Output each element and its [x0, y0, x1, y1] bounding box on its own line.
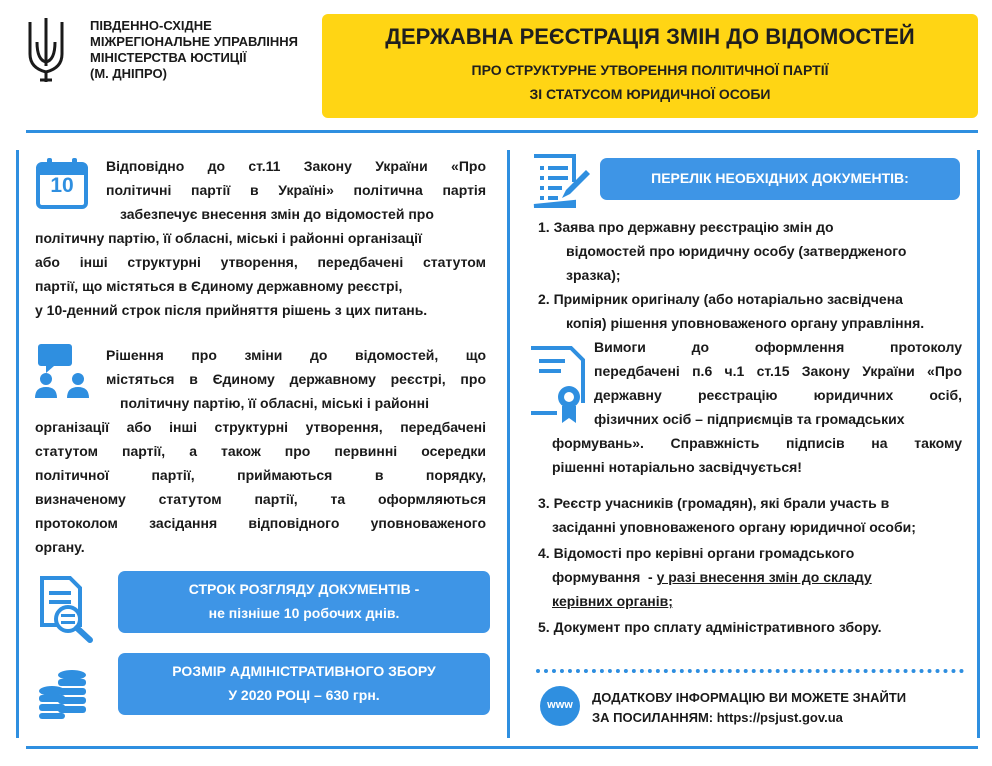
page-subtitle-line1: ПРО СТРУКТУРНЕ УТВОРЕННЯ ПОЛІТИЧНОЇ ПАРТІЇ	[471, 62, 829, 78]
text-line: органу.	[35, 539, 85, 555]
document-search-icon	[36, 575, 98, 643]
text-line: у 10-денний строк після прийняття рішень з цих питань.	[35, 302, 428, 318]
page-title: ДЕРЖАВНА РЕЄСТРАЦІЯ ЗМІН ДО ВІДОМОСТЕЙ	[385, 24, 915, 49]
org-line: (М. ДНІПРО)	[90, 66, 167, 81]
list-item-1-line: 1. Заява про державну реєстрацію змін до	[538, 219, 834, 235]
organization-name	[90, 18, 298, 82]
text-line: забезпечує внесення змін до відомостей про	[120, 206, 434, 222]
documents-list-title: ПЕРЕЛІК НЕОБХІДНИХ ДОКУМЕНТІВ:	[651, 170, 909, 186]
trident-emblem-icon	[24, 14, 68, 86]
text-line: протоколом засідання відповідного уповноваженого	[35, 515, 486, 531]
calendar-number: 10	[50, 174, 74, 197]
text-line: містяться в Єдиному державному реєстрі, про	[106, 371, 486, 387]
org-line: МІНІСТЕРСТВА ЮСТИЦІЇ	[90, 50, 247, 65]
list-item-3-line: засіданні уповноваженого органу юридичної особи;	[552, 519, 916, 535]
requirements-line: формувань». Справжність підписів на такому	[552, 435, 962, 451]
list-item-4-line	[552, 569, 872, 585]
list-item-4-underlined: у разі внесення змін до складу	[656, 569, 872, 585]
text-line: Відповідно до ст.11 Закону України «Про	[106, 158, 486, 174]
right-border	[977, 150, 980, 738]
list-item-4-underlined: керівних органів	[552, 593, 669, 609]
group-meeting-icon	[32, 342, 92, 400]
left-border	[16, 150, 19, 738]
additional-info-line1: ДОДАТКОВУ ІНФОРМАЦІЮ ВИ МОЖЕТЕ ЗНАЙТИ	[592, 690, 907, 705]
org-line: ПІВДЕННО-СХІДНЕ	[90, 18, 212, 33]
additional-info	[592, 688, 906, 728]
additional-info-line2[interactable]: ЗА ПОСИЛАННЯМ: https://psjust.gov.ua	[592, 710, 843, 725]
review-term-box	[118, 571, 490, 633]
text-line: визначеному статутом партії, та оформляються	[35, 491, 486, 507]
requirements-line: державну реєстрацію юридичних осіб,	[594, 387, 962, 403]
text-line: Рішення про зміни до відомостей, що	[106, 347, 486, 363]
text-line: політичну партію, її обласні, міські і районні організації	[35, 230, 422, 246]
list-item-1-line: відомостей про юридичну особу (затвердженого	[566, 243, 907, 259]
documents-list-header	[600, 158, 960, 200]
list-item-2-line: 2. Примірник оригіналу (або нотаріально засвідчена	[538, 291, 903, 307]
title-banner	[322, 14, 978, 118]
coins-icon	[36, 668, 92, 720]
review-term-line1: СТРОК РОЗГЛЯДУ ДОКУМЕНТІВ -	[188, 581, 420, 597]
top-divider	[26, 130, 978, 133]
dotted-divider	[536, 669, 964, 673]
bottom-divider	[26, 746, 978, 749]
checklist-icon	[530, 152, 590, 210]
text-line: партії, що містяться в Єдиному державному реєстрі,	[35, 278, 403, 294]
list-item-2-line: копія) рішення уповноваженого органу управління.	[566, 315, 925, 331]
list-item-1-line: зразка);	[566, 267, 621, 283]
list-item-4-line	[552, 593, 673, 609]
www-label: www	[547, 699, 573, 711]
text-line: організації або інші структурні утворення, передбачені	[35, 419, 486, 435]
text-line: політичну партію, її обласні, міські і районні	[120, 395, 429, 411]
text-line: політичної партії, приймаються в порядку,	[35, 467, 486, 483]
requirements-line: передбачені п.6 ч.1 ст.15 Закону України «Про	[594, 363, 962, 379]
list-item-4-suffix: ;	[668, 593, 673, 609]
requirements-line: фізичних осіб – підприємців та громадських	[594, 411, 905, 427]
text-line: статутом партії, а також про первинні осередки	[35, 443, 486, 459]
fee-line1: РОЗМІР АДМІНІСТРАТИВНОГО ЗБОРУ	[172, 663, 436, 679]
page-subtitle-line2: ЗІ СТАТУСОМ ЮРИДИЧНОЇ ОСОБИ	[529, 86, 771, 102]
org-line: МІЖРЕГІОНАЛЬНЕ УПРАВЛІННЯ	[90, 34, 298, 49]
fee-box	[118, 653, 490, 715]
text-line: політичні партії в Україні» політична партія	[106, 182, 486, 198]
certificate-icon	[527, 345, 589, 425]
requirements-line: рішенні нотаріально засвідчується!	[552, 459, 802, 475]
list-item-3-line: 3. Реєстр учасників (громадян), які брали участь в	[538, 495, 890, 511]
globe-icon	[540, 686, 580, 726]
requirements-line: Вимоги до оформлення протоколу	[594, 339, 962, 355]
list-item-5-line: 5. Документ про сплату адміністративного збору.	[538, 619, 882, 635]
center-divider	[507, 150, 510, 738]
list-item-4-line: 4. Відомості про керівні органи громадського	[538, 545, 855, 561]
text-line: або інші структурні утворення, передбачені статутом	[35, 254, 486, 270]
review-term-line2: не пізніше 10 робочих днів.	[208, 605, 400, 621]
fee-line2: У 2020 РОЦІ – 630 грн.	[228, 687, 380, 703]
list-item-4-prefix: формування -	[552, 569, 657, 585]
